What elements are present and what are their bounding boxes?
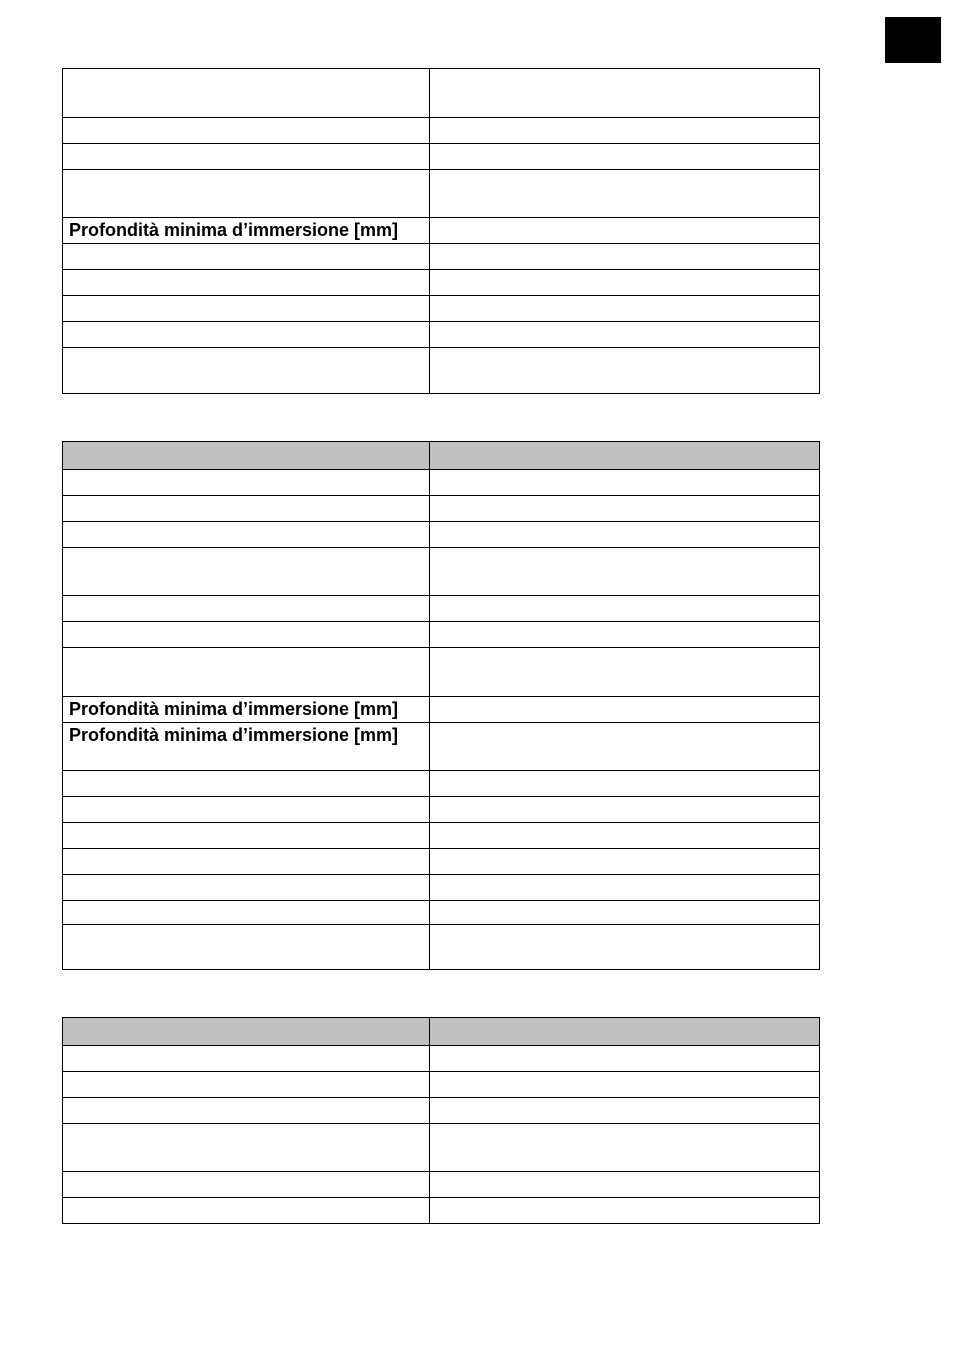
table-row bbox=[63, 496, 820, 522]
table-header-cell bbox=[430, 442, 820, 470]
table-row bbox=[63, 1046, 820, 1072]
table-cell-label bbox=[63, 596, 430, 622]
table-header-cell bbox=[63, 1018, 430, 1046]
table-cell-label bbox=[63, 771, 430, 797]
table-row bbox=[63, 244, 820, 270]
table-cell-value bbox=[430, 925, 820, 970]
table-cell-label bbox=[63, 244, 430, 270]
table-row bbox=[63, 522, 820, 548]
table-row bbox=[63, 144, 820, 170]
table-row bbox=[63, 322, 820, 348]
table-row bbox=[63, 1198, 820, 1224]
table-cell-value bbox=[430, 1198, 820, 1224]
table-cell-value bbox=[430, 823, 820, 849]
min-immersion-depth-label: Profondità minima d’immersione [mm] bbox=[63, 218, 430, 244]
table-row bbox=[63, 771, 820, 797]
table-cell-value bbox=[430, 901, 820, 925]
table-row bbox=[63, 797, 820, 823]
table-cell-value bbox=[430, 697, 820, 723]
table-row bbox=[63, 925, 820, 970]
table-row bbox=[63, 901, 820, 925]
table-cell-value bbox=[430, 170, 820, 218]
table-cell-label bbox=[63, 496, 430, 522]
table-row bbox=[63, 69, 820, 118]
table-cell-label bbox=[63, 925, 430, 970]
table-cell-value bbox=[430, 470, 820, 496]
table-cell-label bbox=[63, 144, 430, 170]
table-row bbox=[63, 270, 820, 296]
table-cell-label bbox=[63, 322, 430, 348]
table-row bbox=[63, 118, 820, 144]
table-cell-value bbox=[430, 723, 820, 771]
spec-table-3 bbox=[62, 1017, 820, 1224]
table-cell-label bbox=[63, 118, 430, 144]
table-cell-value bbox=[430, 648, 820, 697]
table-cell-value bbox=[430, 771, 820, 797]
table-cell-value bbox=[430, 118, 820, 144]
table-cell-value bbox=[430, 496, 820, 522]
table-cell-value bbox=[430, 69, 820, 118]
table-cell-label bbox=[63, 1124, 430, 1172]
table-cell-value bbox=[430, 270, 820, 296]
table-row bbox=[63, 723, 820, 771]
table-cell-label bbox=[63, 296, 430, 322]
table-cell-label bbox=[63, 1098, 430, 1124]
table-cell-label bbox=[63, 1198, 430, 1224]
table-cell-label bbox=[63, 470, 430, 496]
table-row bbox=[63, 1098, 820, 1124]
table-cell-value bbox=[430, 596, 820, 622]
spec-table-2 bbox=[62, 441, 820, 970]
min-immersion-depth-label: Profondità minima d’immersione [mm] bbox=[63, 697, 430, 723]
min-immersion-depth-label: Profondità minima d’immersione [mm] bbox=[63, 723, 430, 771]
table-cell-label bbox=[63, 348, 430, 394]
table-cell-value bbox=[430, 622, 820, 648]
table-row bbox=[63, 823, 820, 849]
language-tab-marker bbox=[885, 17, 941, 63]
table-row bbox=[63, 1172, 820, 1198]
table-cell-label bbox=[63, 270, 430, 296]
spec-table-1 bbox=[62, 68, 820, 394]
table-row bbox=[63, 849, 820, 875]
table-cell-label bbox=[63, 875, 430, 901]
table-cell-value bbox=[430, 1072, 820, 1098]
table-cell-label bbox=[63, 69, 430, 118]
table-header-cell bbox=[430, 1018, 820, 1046]
table-cell-label bbox=[63, 797, 430, 823]
table-cell-value bbox=[430, 797, 820, 823]
table-cell-label bbox=[63, 1172, 430, 1198]
table-header-row bbox=[63, 1018, 820, 1046]
table-cell-value bbox=[430, 548, 820, 596]
table-row bbox=[63, 1072, 820, 1098]
table-row bbox=[63, 296, 820, 322]
table-row bbox=[63, 348, 820, 394]
table-cell-label bbox=[63, 622, 430, 648]
table-row bbox=[63, 596, 820, 622]
table-cell-value bbox=[430, 144, 820, 170]
table-row bbox=[63, 697, 820, 723]
table-row bbox=[63, 470, 820, 496]
table-cell-value bbox=[430, 296, 820, 322]
table-header-row bbox=[63, 442, 820, 470]
table-cell-value bbox=[430, 1124, 820, 1172]
table-row bbox=[63, 548, 820, 596]
table-row bbox=[63, 170, 820, 218]
table-cell-value bbox=[430, 849, 820, 875]
table-cell-label bbox=[63, 823, 430, 849]
table-cell-value bbox=[430, 322, 820, 348]
table-cell-value bbox=[430, 1098, 820, 1124]
table-cell-value bbox=[430, 218, 820, 244]
table-cell-value bbox=[430, 1172, 820, 1198]
table-row bbox=[63, 218, 820, 244]
table-cell-label bbox=[63, 901, 430, 925]
table-cell-value bbox=[430, 522, 820, 548]
table-cell-label bbox=[63, 1072, 430, 1098]
table-cell-value bbox=[430, 348, 820, 394]
table-cell-label bbox=[63, 648, 430, 697]
table-cell-label bbox=[63, 170, 430, 218]
table-cell-label bbox=[63, 1046, 430, 1072]
table-cell-label bbox=[63, 548, 430, 596]
table-header-cell bbox=[63, 442, 430, 470]
table-row bbox=[63, 648, 820, 697]
table-cell-label bbox=[63, 522, 430, 548]
table-cell-value bbox=[430, 1046, 820, 1072]
table-cell-value bbox=[430, 875, 820, 901]
table-cell-value bbox=[430, 244, 820, 270]
table-row bbox=[63, 622, 820, 648]
table-row bbox=[63, 1124, 820, 1172]
table-row bbox=[63, 875, 820, 901]
table-cell-label bbox=[63, 849, 430, 875]
